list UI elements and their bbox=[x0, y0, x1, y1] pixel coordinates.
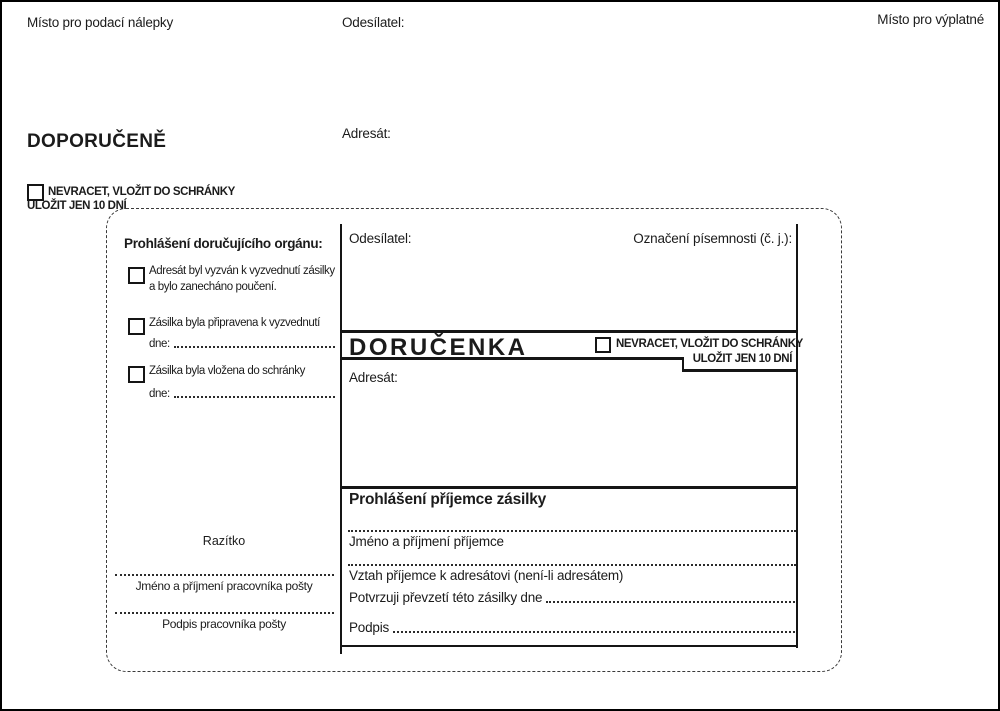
left-in-mailbox-checkbox[interactable] bbox=[128, 366, 145, 383]
column-divider bbox=[340, 224, 342, 654]
title-band-rule-right bbox=[682, 369, 798, 372]
right-column-border bbox=[796, 224, 798, 648]
ready-for-pickup-line1: Zásilka byla připravena k vyzvednutí bbox=[149, 317, 320, 329]
clerk-name-label: Jméno a příjmení pracovníka pošty bbox=[135, 579, 313, 593]
registered-mail-title: DOPORUČENĚ bbox=[27, 131, 167, 152]
notified-line1: Adresát byl vyzván k vyzvednutí zásilky bbox=[149, 265, 335, 277]
clerk-signature-line bbox=[115, 612, 334, 614]
ready-for-pickup-date-field bbox=[174, 346, 335, 348]
postage-area-label: Místo pro výplatné bbox=[877, 12, 984, 27]
recipient-name-label: Jméno a příjmení příjemce bbox=[349, 534, 504, 549]
stamp-label: Razítko bbox=[202, 534, 246, 548]
slip-addressee-label: Adresát: bbox=[349, 370, 398, 385]
recipient-section-bottom-rule bbox=[340, 645, 798, 647]
relation-label: Vztah příjemce k adresátovi (není-li adresátem) bbox=[349, 568, 624, 583]
ready-for-pickup-date-label: dne: bbox=[149, 338, 170, 350]
outer-addressee-label: Adresát: bbox=[342, 126, 391, 141]
left-in-mailbox-date-row bbox=[149, 384, 335, 400]
clerk-name-line bbox=[115, 574, 334, 576]
left-in-mailbox-line1: Zásilka byla vložena do schránky bbox=[149, 365, 305, 377]
recipient-declaration-heading: Prohlášení příjemce zásilky bbox=[349, 491, 547, 508]
confirm-date-row bbox=[349, 588, 795, 605]
signature-label: Podpis bbox=[349, 620, 390, 635]
slip-noreturn-line1: NEVRACET, VLOŽIT DO SCHRÁNKY bbox=[616, 338, 803, 350]
recipient-section-top-rule bbox=[340, 486, 798, 489]
delivery-slip-title: DORUČENKA bbox=[349, 334, 528, 361]
confirm-date-label: Potvrzuji převzetí této zásilky dne bbox=[349, 590, 543, 605]
clerk-signature-label: Podpis pracovníka pošty bbox=[162, 617, 286, 631]
signature-row bbox=[349, 618, 795, 635]
outer-noreturn-line2: ULOŽIT JEN 10 DNÍ bbox=[27, 200, 127, 212]
outer-noreturn-checkbox[interactable] bbox=[27, 184, 44, 201]
signature-field bbox=[393, 631, 795, 633]
recipient-name-line bbox=[348, 530, 796, 532]
confirm-date-field bbox=[546, 601, 795, 603]
delivering-authority-heading: Prohlášení doručujícího orgánu: bbox=[124, 236, 323, 251]
ready-for-pickup-checkbox[interactable] bbox=[128, 318, 145, 335]
left-in-mailbox-date-label: dne: bbox=[149, 388, 170, 400]
notified-line2: a bylo zanecháno poučení. bbox=[149, 281, 277, 293]
slip-noreturn-line2: ULOŽIT JEN 10 DNÍ bbox=[692, 353, 792, 365]
outer-noreturn-line1: NEVRACET, VLOŽIT DO SCHRÁNKY bbox=[48, 186, 235, 198]
slip-sender-label: Odesílatel: bbox=[349, 231, 412, 246]
left-in-mailbox-date-field bbox=[174, 396, 335, 398]
slip-noreturn-checkbox[interactable] bbox=[595, 337, 611, 353]
notified-checkbox[interactable] bbox=[128, 267, 145, 284]
submission-sticker-label: Místo pro podací nálepky bbox=[27, 15, 174, 30]
ready-for-pickup-date-row bbox=[149, 334, 335, 350]
outer-sender-label: Odesílatel: bbox=[342, 15, 405, 30]
relation-line bbox=[348, 564, 796, 566]
sender-row-bottom-rule bbox=[340, 330, 798, 333]
document-ref-label: Označení písemnosti (č. j.): bbox=[633, 231, 792, 246]
